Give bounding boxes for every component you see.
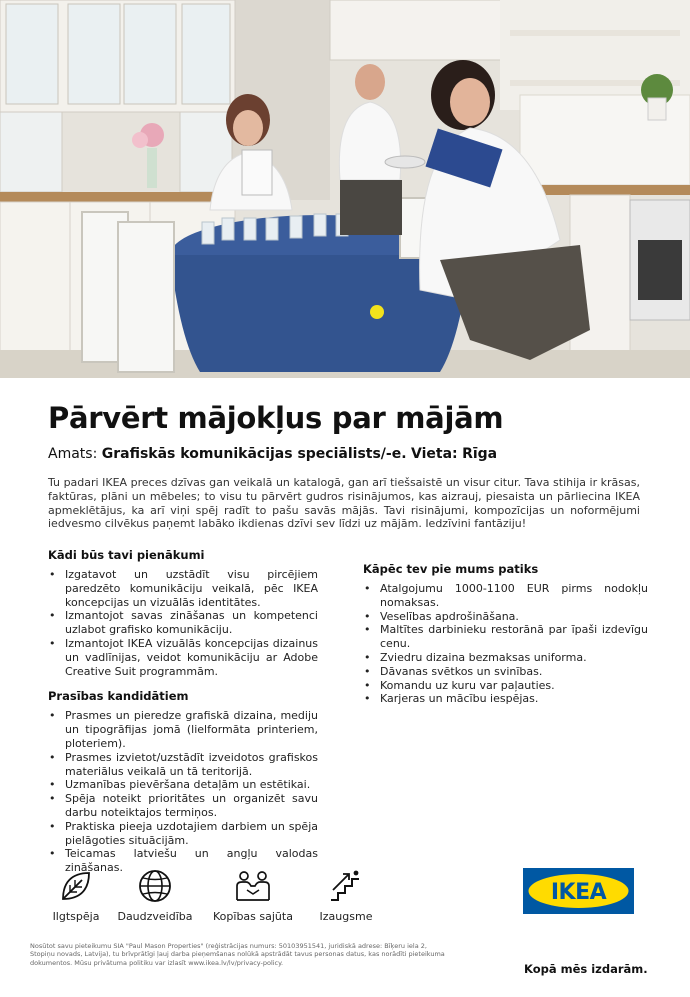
hero-photo [0,0,690,378]
list-item: • Veselības apdrošināšana. [363,610,648,624]
left-column [48,548,318,875]
requirements-heading: Prasības kandidātiem [48,689,189,704]
main-content [48,400,643,542]
right-column [363,562,648,706]
intro-paragraph: Tu padari IKEA preces dzīvas gan veikalā un katalogā, gan arī tiešsaistē un visur citur. Tava stihija ir krāsas, faktūras, plāni un mēbeles; to visu tu pārvērt gudros risinājumos, kas aizrauj, piesaista un pārliecina IKEA apmeklētājus, ka arī viņi spēj radīt to pašu savās mājās. Tavi risinājumi, kompozīcijas un noformējumi iedvesmo cilvēkus paņemt labāko ikdienas dzīvi sev līdzi uz mājām. Iedzīvini fantāziju! [48,476,640,531]
leaf-icon [58,868,94,904]
tagline: Kopā mēs izdarām. [524,962,648,976]
list-item: • Uzmanības pievēršana detaļām un estētikai. [48,778,318,792]
list-item: • Spēja noteikt prioritātes un organizēt savu darbu noteiktajos termiņos. [48,792,318,820]
list-item: • Izmantojot savas zināšanas un kompetenci uzlabot grafisko komunikāciju. [48,609,318,637]
value-label: Daudzveidība [117,910,193,923]
list-item: • Dāvanas svētkos un svinības. [363,665,648,679]
globe-icon [137,868,173,904]
list-item: • Maltītes darbinieku restorānā par īpaši izdevīgu cenu. [363,623,648,651]
value-diversity [115,868,195,923]
list-item: • Teicamas latviešu un angļu valodas zināšanas. [48,847,318,875]
duties-list [48,568,318,678]
people-icon [233,868,273,904]
value-label: Ilgtspēja [52,910,100,923]
location-label: Vieta: [411,446,458,462]
position-title: Grafiskās komunikācijas speciālists/-e. [101,446,407,462]
ikea-logo [523,868,634,914]
benefits-heading: Kāpēc tev pie mums patiks [363,562,539,576]
list-item: • Praktiska pieeja uzdotajiem darbiem un spēja pielāgoties situācijām. [48,820,318,848]
list-item: • Komandu uz kuru var paļauties. [363,679,648,693]
values-row [40,868,390,938]
value-label: Izaugsme [319,910,373,923]
list-item: • Atalgojumu 1000-1100 EUR pirms nodokļu nomaksas. [363,582,648,610]
value-sustainability [36,868,116,923]
requirements-list [48,709,318,875]
page-title: Pārvērt mājokļus par mājām [48,401,504,435]
privacy-note: Nosūtot savu pieteikumu SIA "Paul Mason Properties" (reģistrācijas numurs: 50103951541, juridiskā adrese: Bīķeru iela 2, Stopiņu novads, Latvija), tu brīvprātīgi ļauj darba pieņemšanas nolūkā apstrādāt tavus personas datus, kas norādīti pieteikuma dokumentos. Mūsu privātuma politiku var izlasīt www.ikea.lv/lv/privacy-policy. [30,942,445,967]
job-position-line [48,445,643,463]
value-growth [306,868,386,923]
location-value: Rīga [462,446,498,462]
list-item: • Izmantojot IKEA vizuālās koncepcijas dizainus un vadlīnijas, veidot komunikāciju ar Adobe Creative Suit programmām. [48,637,318,678]
ikea-logo-text: IKEA [550,880,607,905]
list-item: • Prasmes izvietot/uzstādīt izveidotos grafiskos materiālus veikalā un tā teritorijā. [48,751,318,779]
value-label: Kopības sajūta [213,910,293,923]
duties-heading: Kādi būs tavi pienākumi [48,548,205,562]
value-togetherness [213,868,293,923]
position-label: Amats: [48,446,98,462]
list-item: • Izgatavot un uzstādīt visu pircējiem paredzēto komunikāciju veikalā, pēc IKEA koncepcijas un vizuālās identitātes. [48,568,318,609]
stairs-icon [328,868,364,904]
list-item: • Prasmes un pieredze grafiskā dizaina, mediju un tipogrāfijas jomā (lielformāta printeriem, ploteriem). [48,709,318,750]
list-item: • Karjeras un mācību iespējas. [363,692,648,706]
benefits-list [363,582,648,706]
list-item: • Zviedru dizaina bezmaksas uniforma. [363,651,648,665]
